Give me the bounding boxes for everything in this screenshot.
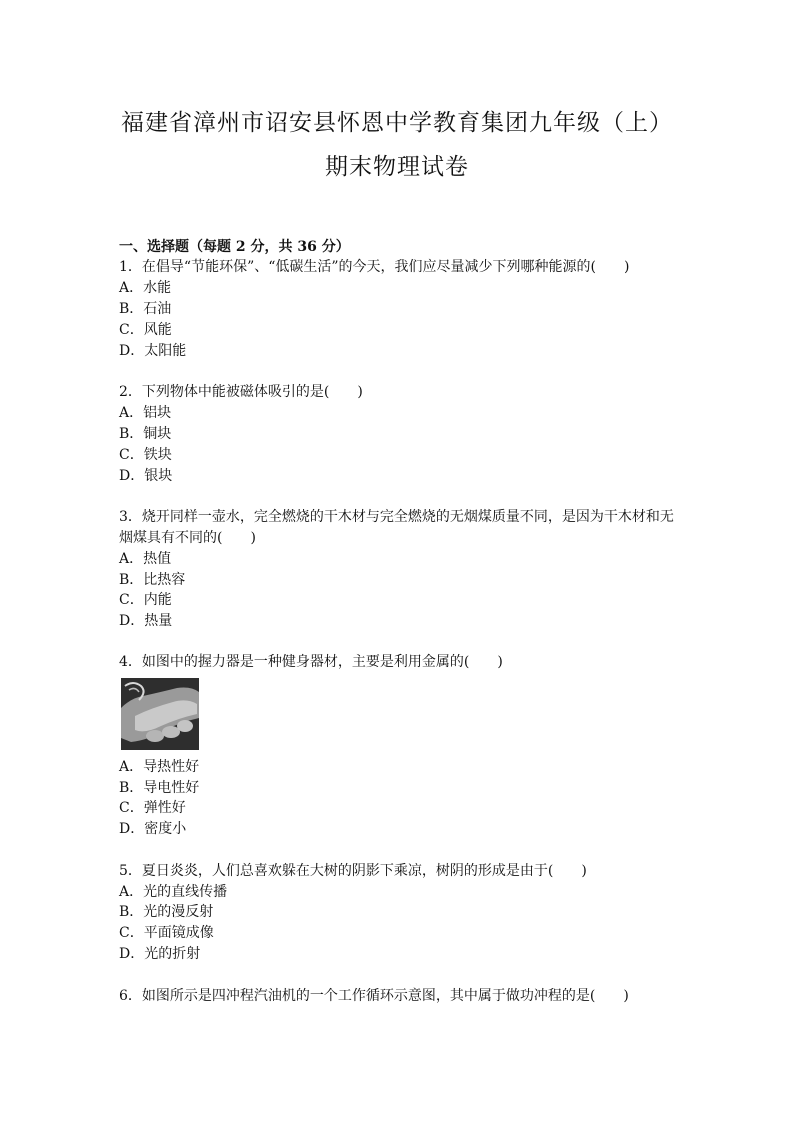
option-c: C．内能 (119, 592, 172, 608)
exam-title-line-1: 福建省漳州市诏安县怀恩中学教育集团九年级（上） (121, 110, 673, 136)
option-b: B．铜块 (119, 426, 172, 442)
option-a: A．导热性好 (119, 759, 200, 775)
option-c: C．风能 (119, 322, 172, 338)
question-stem: 1．在倡导“节能环保”、“低碳生活”的今天，我们应尽量减少下列哪种能源的( ) (119, 259, 630, 275)
section-heading: 一、选择题（每题 2 分，共 36 分） (119, 239, 350, 255)
option-b: B．光的漫反射 (119, 904, 214, 920)
option-a: A．水能 (119, 280, 172, 296)
question-stem: 4．如图中的握力器是一种健身器材，主要是利用金属的( ) (119, 654, 503, 670)
question-stem-continued: 烟煤具有不同的( ) (119, 530, 256, 546)
option-d: D．银块 (119, 468, 173, 484)
option-c: C．铁块 (119, 447, 172, 463)
question-stem: 6．如图所示是四冲程汽油机的一个工作循环示意图，其中属于做功冲程的是( ) (119, 988, 629, 1004)
option-b: B．导电性好 (119, 780, 200, 796)
option-a: A．铝块 (119, 405, 172, 421)
hand-grip-image (121, 678, 199, 750)
exam-title-line-2: 期末物理试卷 (325, 154, 469, 180)
option-c: C．平面镜成像 (119, 925, 214, 941)
option-d: D．密度小 (119, 821, 187, 837)
question-stem: 5．夏日炎炎，人们总喜欢躲在大树的阴影下乘凉，树阴的形成是由于( ) (119, 863, 587, 879)
option-b: B．比热容 (119, 572, 186, 588)
option-b: B．石油 (119, 301, 172, 317)
hand-grip-figure (121, 678, 199, 750)
option-d: D．光的折射 (119, 946, 201, 962)
option-d: D．热量 (119, 613, 173, 629)
option-a: A．热值 (119, 551, 172, 567)
option-c: C．弹性好 (119, 800, 186, 816)
question-stem: 3．烧开同样一壶水，完全燃烧的干木材与完全燃烧的无烟煤质量不同，是因为干木材和无 (119, 509, 674, 525)
question-stem: 2．下列物体中能被磁体吸引的是( ) (119, 384, 363, 400)
option-a: A．光的直线传播 (119, 884, 228, 900)
option-d: D．太阳能 (119, 343, 187, 359)
